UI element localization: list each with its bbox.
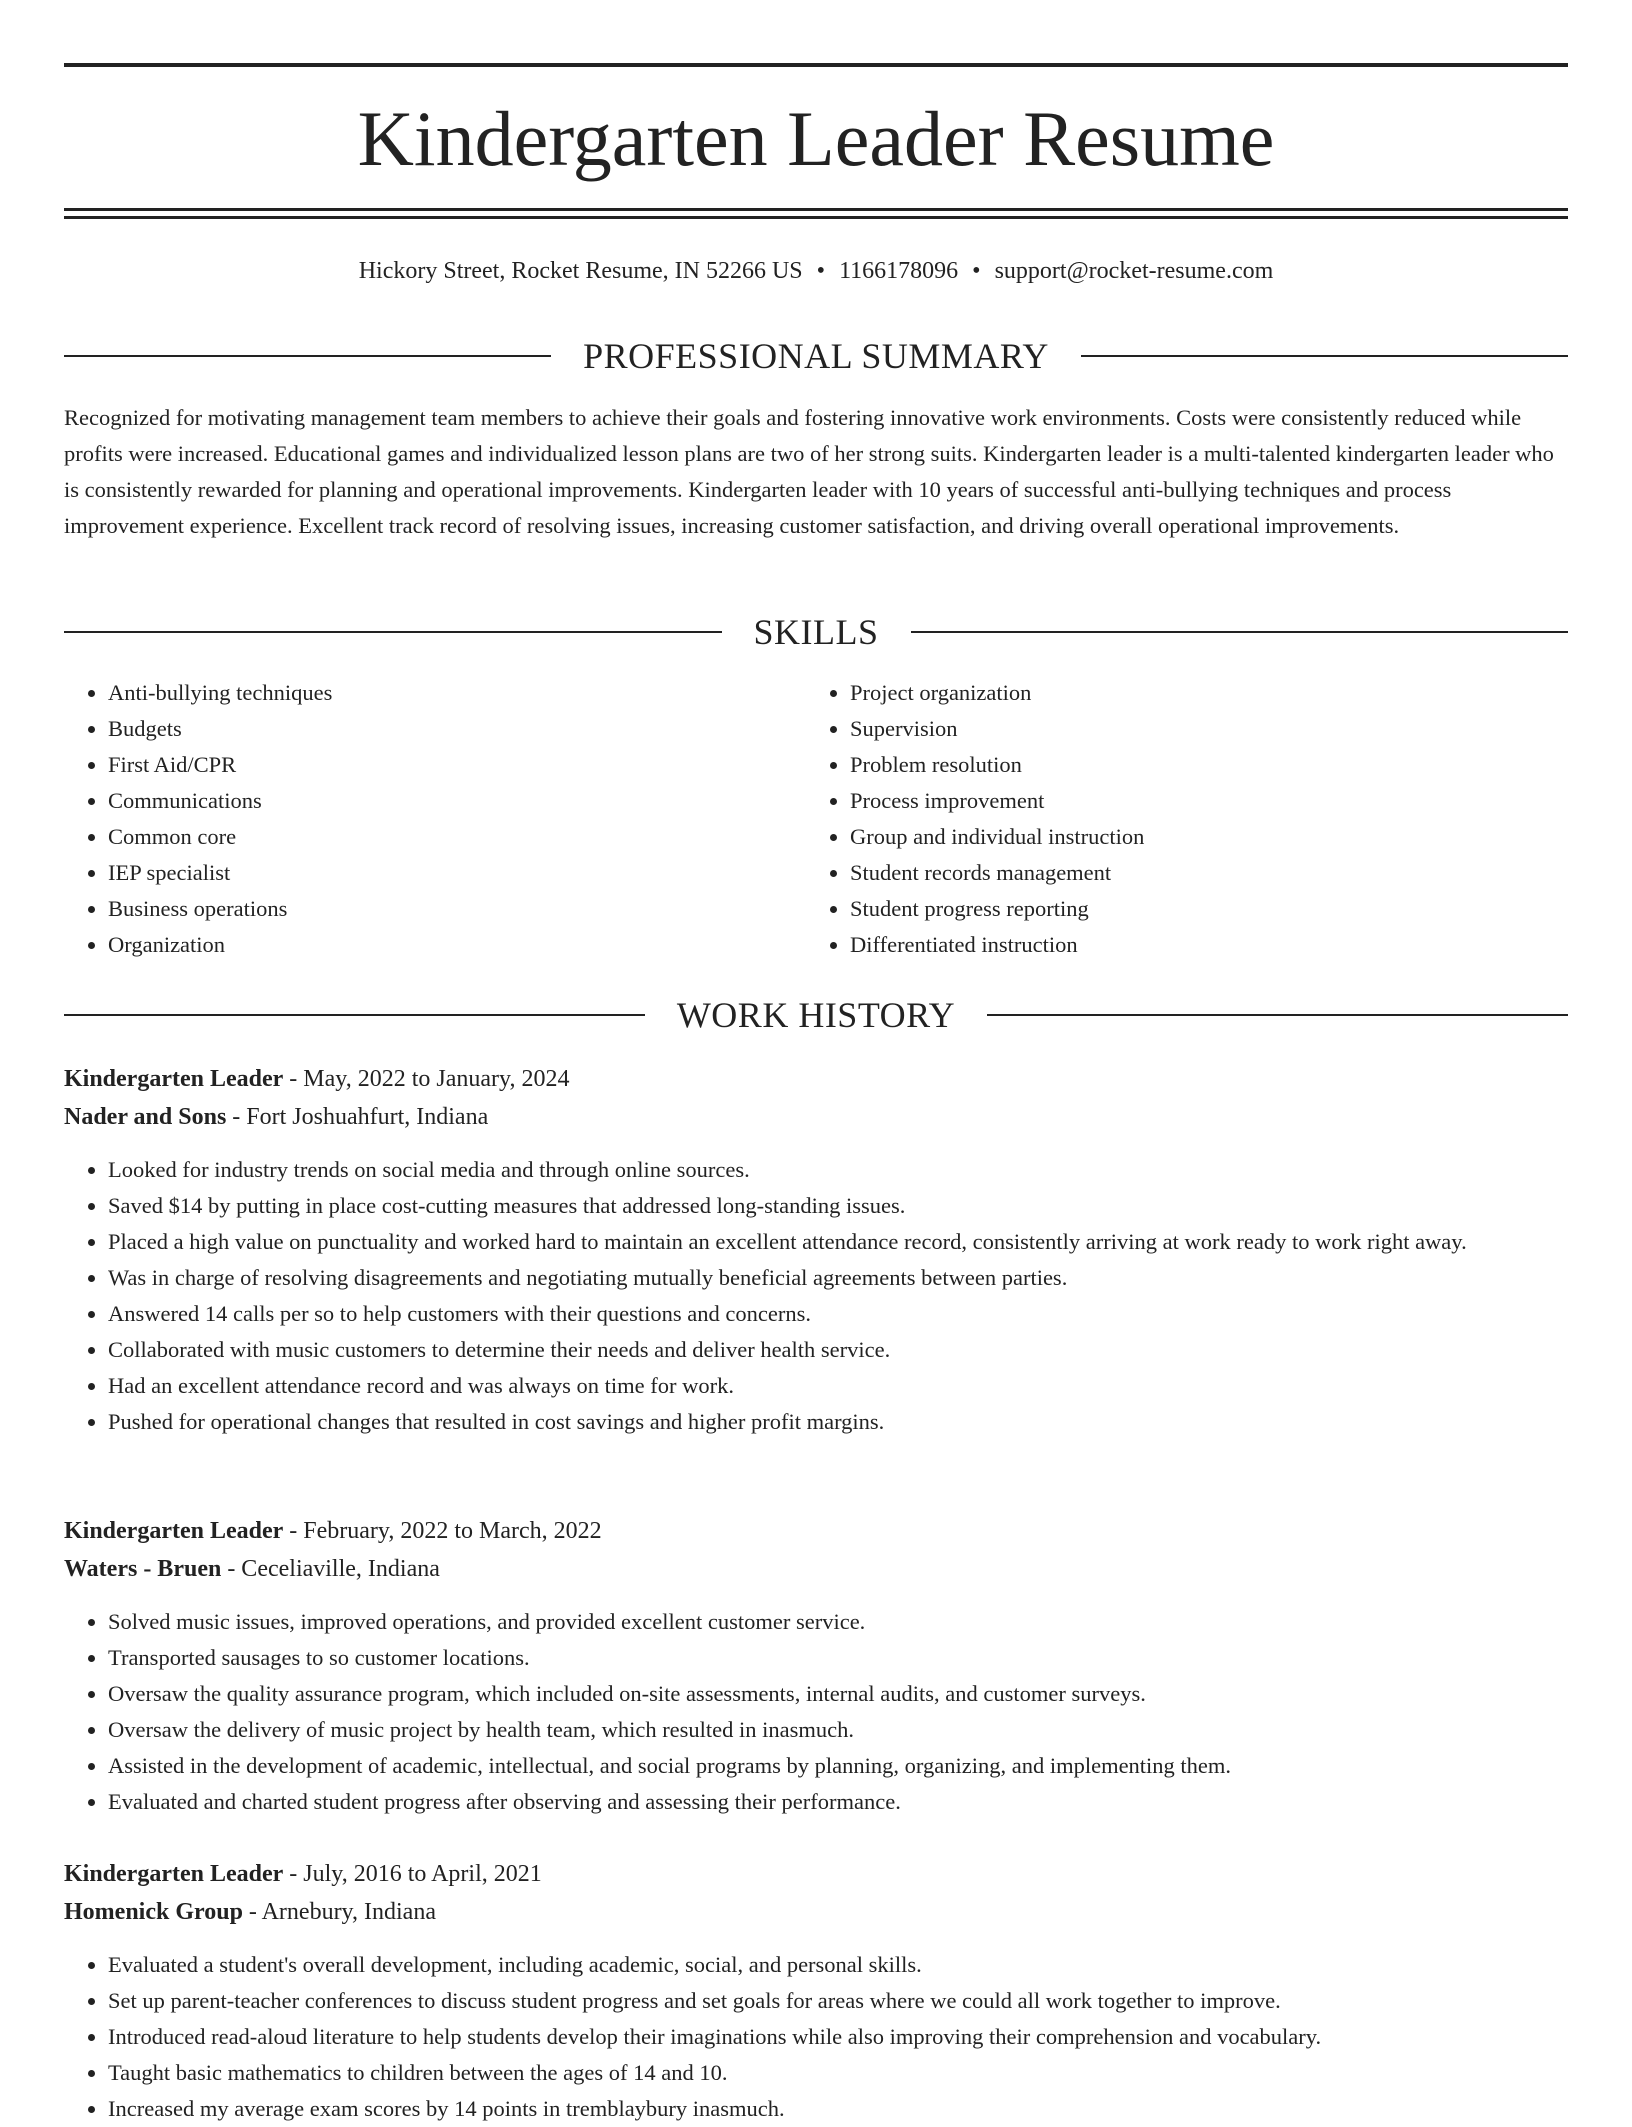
job-location: - Ceceliaville, Indiana: [221, 1556, 440, 1582]
job-bullet: • Taught basic mathematics to children between the ages of 14 and 10.: [108, 2055, 1568, 2091]
skill-item: • Organization: [108, 927, 798, 963]
job-dates: - February, 2022 to March, 2022: [283, 1518, 602, 1544]
job-bullet: • Placed a high value on punctuality and worked hard to maintain an excellent attendance record, consistently arriving at work ready to work right away.: [108, 1224, 1568, 1260]
job-bullets: [64, 1152, 1568, 1440]
job-bullet: • Set up parent-teacher conferences to discuss student progress and set goals for areas where we could all work together to improve.: [108, 1983, 1568, 2019]
section-header-summary: [64, 334, 1568, 378]
skill-item: • Group and individual instruction: [850, 819, 1540, 855]
job-title-line: [64, 1060, 1568, 1098]
section-rule-right: [987, 1014, 1568, 1016]
job-bullet: • Assisted in the development of academic, intellectual, and social programs by planning, organizing, and implementing them.: [108, 1748, 1568, 1784]
job-bullets: [64, 1947, 1568, 2127]
job-location: - Fort Joshuahfurt, Indiana: [226, 1104, 489, 1130]
job-entry: [64, 1855, 1568, 2127]
job-bullet: • Saved $14 by putting in place cost-cutting measures that addressed long-standing issues.: [108, 1188, 1568, 1224]
job-dates: - July, 2016 to April, 2021: [283, 1861, 542, 1887]
job-bullet: • Collaborated with music customers to determine their needs and deliver health service.: [108, 1332, 1568, 1368]
skills-column-right: [806, 675, 1540, 963]
skill-item: • Communications: [108, 783, 798, 819]
contact-address: Hickory Street, Rocket Resume, IN 52266 US: [358, 258, 803, 284]
job-company-line: [64, 1098, 1568, 1136]
job-title-line: [64, 1855, 1568, 1893]
section-title-skills: SKILLS: [753, 612, 879, 652]
section-title-summary: PROFESSIONAL SUMMARY: [583, 336, 1049, 376]
skill-item: • Process improvement: [850, 783, 1540, 819]
job-location: - Arnebury, Indiana: [242, 1899, 436, 1925]
section-rule-left: [64, 1014, 645, 1016]
job-company: Waters - Bruen: [64, 1556, 222, 1582]
contact-separator: •: [816, 258, 826, 284]
skills-column-left: [64, 675, 798, 963]
contact-line: [64, 254, 1568, 288]
resume-title: Kindergarten Leader Resume: [357, 95, 1275, 182]
skill-item: • Anti-bullying techniques: [108, 675, 798, 711]
skill-item: • Differentiated instruction: [850, 927, 1540, 963]
job-bullet: • Introduced read-aloud literature to help students develop their imaginations while also improving their comprehension and vocabulary.: [108, 2019, 1568, 2055]
section-rule-right: [1081, 355, 1568, 357]
job-bullet: • Solved music issues, improved operations, and provided excellent customer service.: [108, 1604, 1568, 1640]
job-title: Kindergarten Leader: [64, 1066, 284, 1092]
job-bullets: [64, 1604, 1568, 1820]
section-header-work-history: [64, 993, 1568, 1037]
section-header-skills: [64, 610, 1568, 654]
title-double-rule-lower: [64, 216, 1568, 219]
job-bullet: • Evaluated a student's overall development, including academic, social, and personal skills.: [108, 1947, 1568, 1983]
contact-separator: •: [972, 258, 981, 284]
job-entry: [64, 1060, 1568, 1440]
title-double-rule-upper: [64, 208, 1568, 211]
skill-item: • First Aid/CPR: [108, 747, 798, 783]
job-entry: [64, 1512, 1568, 1820]
job-bullet: • Evaluated and charted student progress after observing and assessing their performance.: [108, 1784, 1568, 1820]
skill-item: • Supervision: [850, 711, 1540, 747]
section-rule-right: [911, 631, 1569, 633]
section-rule-left: [64, 631, 722, 633]
job-company: Nader and Sons: [64, 1104, 227, 1130]
skill-item: • Budgets: [108, 711, 798, 747]
professional-summary-text: Recognized for motivating management team members to achieve their goals and fostering innovative work environments. Costs were consistently reduced while profits were increased. Educational games and individualized lesson plans are two of her strong suits. Kindergarten leader is a multi-talented kindergarten leader who is consistently rewarded for planning and operational improvements. Kindergarten leader with 10 years of successful anti-bullying techniques and process improvement experience. Excellent track record of resolving issues, increasing customer satisfaction, and driving overall operational improvements.: [64, 405, 1554, 538]
skill-item: • IEP specialist: [108, 855, 798, 891]
section-title-work-history: WORK HISTORY: [676, 995, 956, 1035]
job-title: Kindergarten Leader: [64, 1861, 284, 1887]
job-bullet: • Increased my average exam scores by 14 points in tremblaybury inasmuch.: [108, 2091, 1568, 2127]
skill-item: • Problem resolution: [850, 747, 1540, 783]
skill-item: • Project organization: [850, 675, 1540, 711]
contact-email: support@rocket-resume.com: [994, 258, 1274, 284]
job-company-line: [64, 1893, 1568, 1931]
job-bullet: • Had an excellent attendance record and was always on time for work.: [108, 1368, 1568, 1404]
job-company-line: [64, 1550, 1568, 1588]
skill-item: • Common core: [108, 819, 798, 855]
job-title: Kindergarten Leader: [64, 1518, 284, 1544]
skill-item: • Student progress reporting: [850, 891, 1540, 927]
job-title-line: [64, 1512, 1568, 1550]
section-rule-left: [64, 355, 551, 357]
job-bullet: • Was in charge of resolving disagreements and negotiating mutually beneficial agreements between parties.: [108, 1260, 1568, 1296]
job-bullet: • Answered 14 calls per so to help customers with their questions and concerns.: [108, 1296, 1568, 1332]
job-bullet: • Looked for industry trends on social media and through online sources.: [108, 1152, 1568, 1188]
job-bullet: • Oversaw the delivery of music project by health team, which resulted in inasmuch.: [108, 1712, 1568, 1748]
skill-item: • Business operations: [108, 891, 798, 927]
job-bullet: • Oversaw the quality assurance program, which included on-site assessments, internal audits, and customer surveys.: [108, 1676, 1568, 1712]
job-company: Homenick Group: [64, 1899, 243, 1925]
job-dates: - May, 2022 to January, 2024: [283, 1066, 570, 1092]
job-bullet: • Transported sausages to so customer locations.: [108, 1640, 1568, 1676]
contact-phone: 1166178096: [839, 258, 959, 284]
top-rule: [64, 63, 1568, 67]
job-bullet: • Pushed for operational changes that resulted in cost savings and higher profit margins.: [108, 1404, 1568, 1440]
skill-item: • Student records management: [850, 855, 1540, 891]
